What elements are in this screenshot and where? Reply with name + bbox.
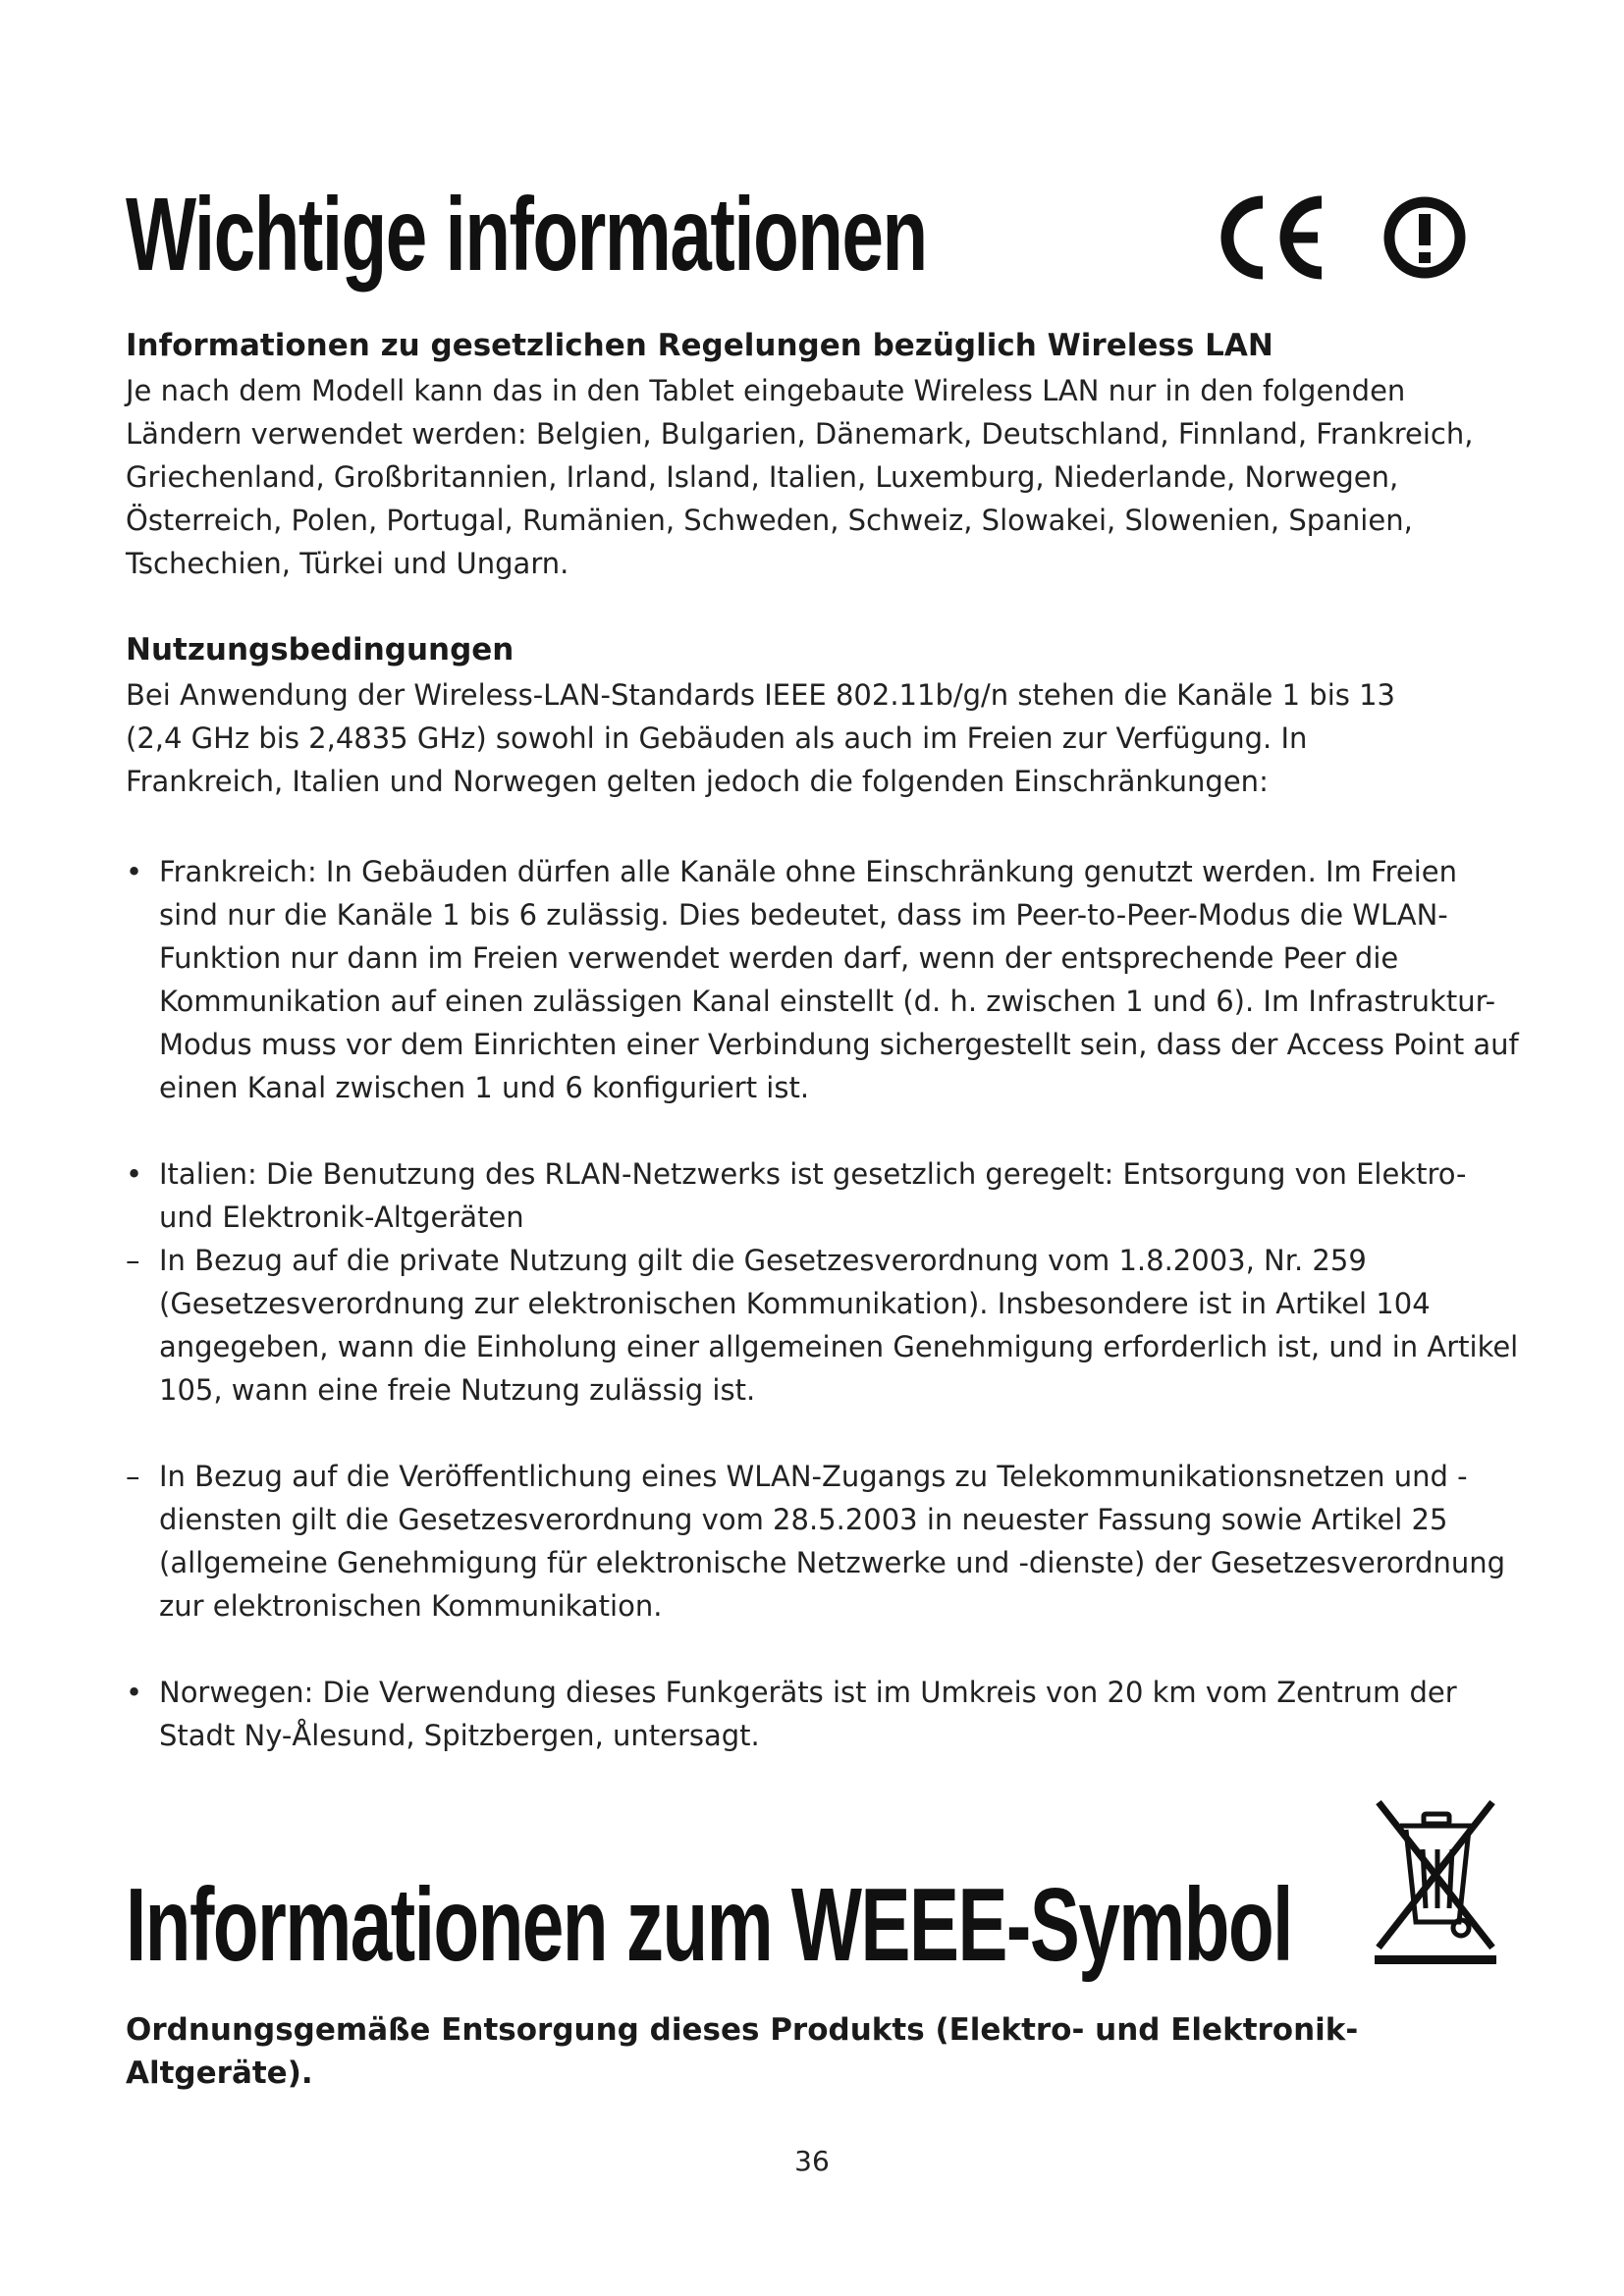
list-item-norwegen: [126, 1671, 1520, 1757]
dash-marker: –: [126, 1244, 140, 1277]
page-number: 36: [794, 2145, 830, 2177]
list-item-text: In Bezug auf die private Nutzung gilt die Gesetzesverordnung vom 1.8.2003, Nr. 259 (Gesetzesverordnung zur elektronischen Kommunikation). Insbesondere ist in Artikel 104 angegeben, wann die Einholung einer allgemeinen Genehmigung erforderlich ist, und in Artikel 105, wann eine freie Nutzung zulässig ist.: [159, 1244, 1519, 1407]
list-item-italien: [126, 1152, 1520, 1239]
dash-marker: –: [126, 1460, 140, 1493]
weee-section-title: Informationen zum WEEE-Symbol: [126, 1867, 1292, 1983]
usage-conditions-text: Bei Anwendung der Wireless-LAN-Standards IEEE 802.11b/g/n stehen die Kanäle 1 bis 13 (2,4 GHz bis 2,4835 GHz) sowohl in Gebäuden als auch im Freien zur Verfügung. In Frankreich, Italien und Norwegen gelten jedoch die folgenden Einschränkungen:: [126, 678, 1395, 798]
list-item-text: Italien: Die Benutzung des RLAN-Netzwerks ist gesetzlich geregelt: Entsorgung von Elektro- und Elektronik-Altgeräten: [159, 1157, 1467, 1234]
list-item-public-access: [126, 1455, 1520, 1628]
list-item-text: Norwegen: Die Verwendung dieses Funkgeräts ist im Umkreis von 20 km vom Zentrum der Stadt Ny-Ålesund, Spitzbergen, untersagt.: [159, 1676, 1457, 1752]
page-title: Wichtige informationen: [126, 177, 927, 293]
bullet-marker: •: [126, 1676, 143, 1709]
bullet-marker: •: [126, 855, 143, 888]
usage-conditions-heading: Nutzungsbedingungen: [126, 632, 514, 667]
list-item-private-use: [126, 1239, 1520, 1412]
list-item-frankreich: [126, 850, 1520, 1109]
wlan-regulations-text: Je nach dem Modell kann das in den Tablet eingebaute Wireless LAN nur in den folgenden Ländern verwendet werden: Belgien, Bulgarien, Dänemark, Deutschland, Finnland, Frankreich, Griechenland, Großbritannien, Irland, Island, Italien, Luxemburg, Niederlande, Norwegen, Österreich, Polen, Portugal, Rumänien, Schweden, Schweiz, Slowakei, Slowenien, Spanien, Tschechien, Türkei und Ungarn.: [126, 374, 1474, 580]
weee-disposal-heading: Ordnungsgemäße Entsorgung dieses Produkts (Elektro- und Elektronik-Altgeräte).: [126, 2012, 1359, 2091]
list-item-text: In Bezug auf die Veröffentlichung eines WLAN-Zugangs zu Telekommunikationsnetzen und -diensten gilt die Gesetzesverordnung vom 28.5.2003 in neuester Fassung sowie Artikel 25 (allgemeine Genehmigung für elektronische Netzwerke und -dienste) der Gesetzesverordnung zur elektronischen Kommunikation.: [159, 1460, 1506, 1623]
wlan-regulations-heading: Informationen zu gesetzlichen Regelungen bezüglich Wireless LAN: [126, 328, 1273, 363]
bullet-marker: •: [126, 1157, 143, 1191]
weee-crossed-bin-icon: [1369, 1792, 1502, 1965]
list-item-text: Frankreich: In Gebäuden dürfen alle Kanäle ohne Einschränkung genutzt werden. Im Freien sind nur die Kanäle 1 bis 6 zulässig. Dies bedeutet, dass im Peer-to-Peer-Modus die WLAN-Funktion nur dann im Freien verwendet werden darf, wenn der entsprechende Peer die Kommunikation auf einen zulässigen Kanal einstellt (d. h. zwischen 1 und 6). Im Infrastruktur-Modus muss vor dem Einrichten einer Verbindung sichergestellt sein, dass der Access Point auf einen Kanal zwischen 1 und 6 konfiguriert ist.: [159, 855, 1519, 1104]
alert-circle-icon: [1382, 195, 1467, 280]
ce-mark-icon: [1216, 194, 1331, 281]
